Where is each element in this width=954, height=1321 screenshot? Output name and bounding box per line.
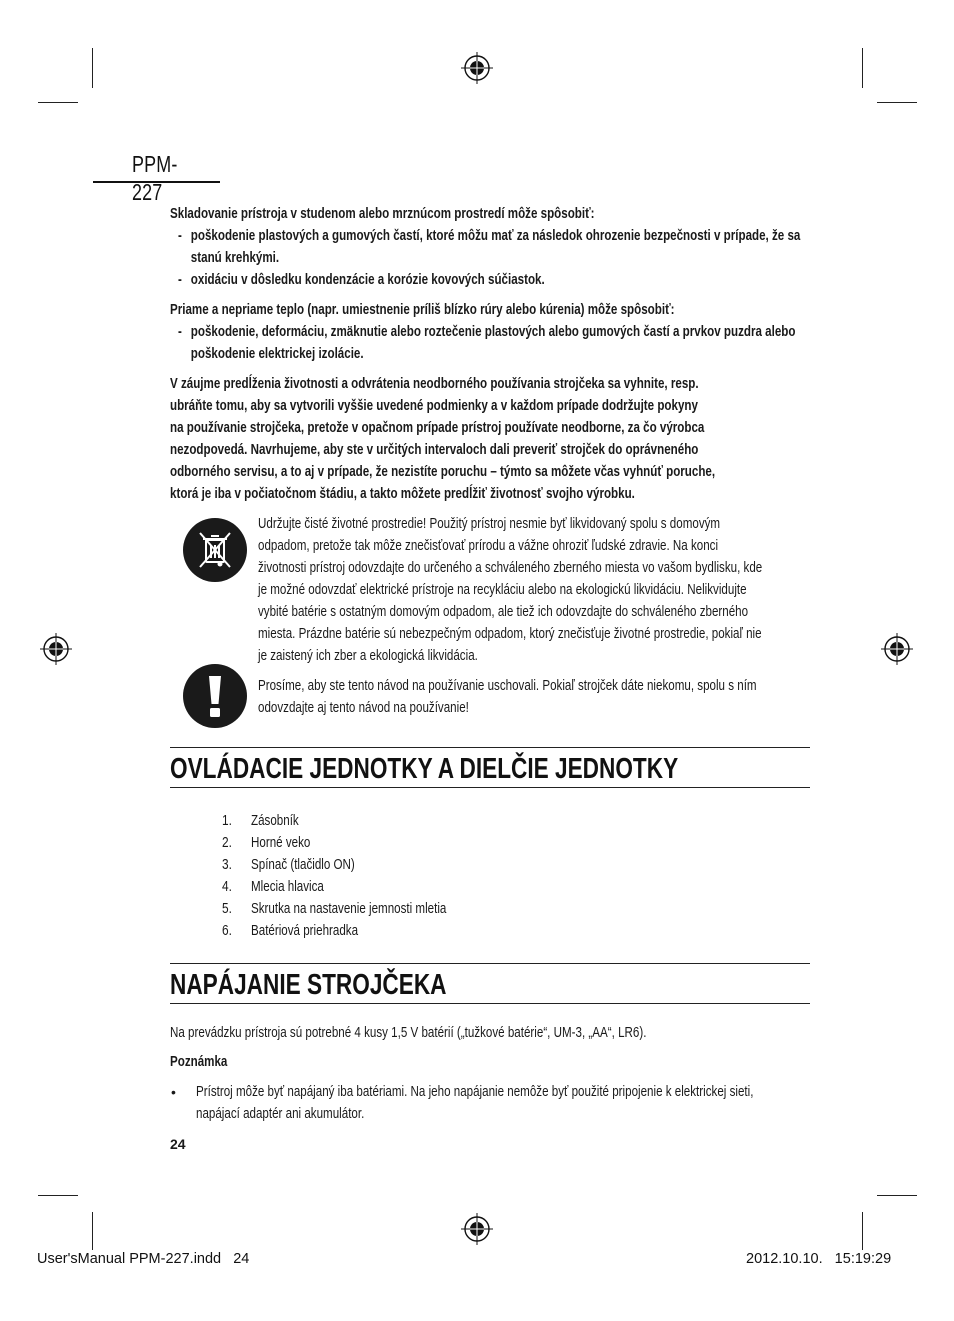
model-label: PPM-227 xyxy=(132,151,178,205)
lifetime-line: na používanie strojčeka, pretože v opačnom prípade prístroj používate neodborne, za čo výrobca xyxy=(170,420,705,436)
note-line: Prístroj môže byť napájaný iba batériami. Na jeho napájanie nemôže byť použité pripojenie k elektrickej sieti, xyxy=(196,1084,754,1100)
recycle-line: životnosti prístroj odovzdajte do určeného a schváleného zberného miesta vo vašom bydlisku, kde xyxy=(258,560,763,576)
part-label: Spínač (tlačidlo ON) xyxy=(251,857,355,873)
controls-heading xyxy=(170,747,810,788)
registration-mark-icon xyxy=(39,632,73,666)
heat-section xyxy=(170,299,810,365)
power-heading xyxy=(170,963,810,1004)
lifetime-line: odborného servisu, a to aj v prípade, že nezistíte poruchu – týmto sa môžete včas vyhnúť poruche, xyxy=(170,464,716,480)
recycle-paragraph xyxy=(258,513,954,667)
recycle-line: miesta. Prázdne batérie sú nebezpečným odpadom, ktorý znečisťuje životné prostredie, pokiaľ nie xyxy=(258,626,762,642)
list-item: - oxidáciu v dôsledku kondenzácie a korózie kovových súčiastok. xyxy=(178,272,545,288)
crop-mark xyxy=(38,1195,78,1196)
note-label-text: Poznámka xyxy=(170,1054,228,1070)
power-heading-text: NAPÁJANIE STROJČEKA xyxy=(170,969,447,1001)
exclamation-icon xyxy=(183,664,247,728)
footer-date: 2012.10.10. 15:19:29 xyxy=(746,1251,892,1267)
crop-mark xyxy=(877,102,917,103)
crop-mark xyxy=(877,1195,917,1196)
lifetime-paragraph xyxy=(170,373,810,505)
crop-mark xyxy=(92,48,93,88)
footer-file: User'sManual PPM-227.indd 24 xyxy=(37,1251,250,1267)
note-paragraph xyxy=(196,1081,954,1125)
power-line: Na prevádzku prístroja sú potrebné 4 kusy 1,5 V batérií („tužkové batérie“, UM-3, „AA“, LR6). xyxy=(170,1025,647,1041)
storage-item-1: poškodenie plastových a gumových častí, ktoré môžu mať za následok ohrozenie bezpečnosti v prípade, že sa stanú krehkými. xyxy=(190,228,801,266)
recycle-line: je možné odovzdať elektrické prístroje na recykláciu alebo na ekologickú likvidáciu. Nelikvidujte xyxy=(258,582,747,598)
part-label: Batériová priehradka xyxy=(251,923,359,939)
recycle-line: vybité batérie s ostatným domovým odpadom, ale tiež ich odovzdajte do schváleného zberného xyxy=(258,604,749,620)
crop-mark xyxy=(38,102,78,103)
list-item: - poškodenie plastových a gumových častí, ktoré môžu mať za následok ohrozenie bezpečnosti v prípade, že sa stanú krehkými. xyxy=(170,225,810,269)
note-bullet: • xyxy=(171,1084,176,1100)
storage-section xyxy=(170,203,810,291)
keep-paragraph xyxy=(258,675,954,719)
heat-intro: Priame a nepriame teplo (napr. umiestnenie príliš blízko rúry alebo kúrenia) môže spôsobiť: xyxy=(170,302,675,318)
part-label: Horné veko xyxy=(251,835,311,851)
part-label: Skrutka na nastavenie jemnosti mletia xyxy=(251,901,447,917)
recycle-line: Udržujte čisté životné prostredie! Použitý prístroj nesmie byť likvidovaný spolu s domovým xyxy=(258,516,721,532)
lifetime-line: V záujme predĺženia životnosti a odvrátenia neodborného používania strojčeka sa vyhnite, resp. xyxy=(170,376,699,392)
crop-mark xyxy=(862,1212,863,1250)
list-item: - poškodenie, deformáciu, zmäknutie alebo roztečenie plastových alebo gumových častí a prvkov puzdra alebo poškodenie elektrickej izolácie. xyxy=(170,321,810,365)
lifetime-line: ktorá je iba v počiatočnom štádiu, a takto môžete predĺžiť životnosť svojho výrobku. xyxy=(170,486,635,502)
keep-line: Prosíme, aby ste tento návod na používanie uschovali. Pokiaľ strojček dáte niekomu, spolu s ním xyxy=(258,678,757,694)
registration-mark-icon xyxy=(460,1212,494,1246)
storage-item-2: oxidáciu v dôsledku kondenzácie a korózie kovových súčiastok. xyxy=(190,272,545,288)
storage-intro: Skladovanie prístroja v studenom alebo mrznúcom prostredí môže spôsobiť: xyxy=(170,206,595,222)
page-number: 24 xyxy=(170,1136,186,1152)
part-label: Mlecia hlavica xyxy=(251,879,324,895)
heat-item-1: poškodenie, deformáciu, zmäknutie alebo roztečenie plastových alebo gumových častí a prvkov puzdra alebo poškodenie elektrickej izolácie. xyxy=(190,324,796,362)
part-label: Zásobník xyxy=(251,813,299,829)
note-label xyxy=(170,1051,810,1073)
lifetime-line: nezodpovedá. Navrhujeme, aby ste v určitých intervaloch dali preveriť strojček do oprávneného xyxy=(170,442,699,458)
keep-line: odovzdajte aj tento návod na používanie! xyxy=(258,700,469,716)
crossed-bin-icon xyxy=(183,518,247,582)
recycle-line: je zaistený ich zber a ekologická likvidácia. xyxy=(258,648,478,664)
power-text xyxy=(170,1022,810,1044)
recycle-line: odpadom, pretože tak môže znečisťovať prírodu a vážne ohroziť ľudské zdravie. Na konci xyxy=(258,538,719,554)
lifetime-line: ubráňte tomu, aby sa vytvorili vyššie uvedené podmienky a v každom prípade dodržujte pokyny xyxy=(170,398,698,414)
model-header xyxy=(93,150,220,205)
note-line: napájací adaptér ani akumulátor. xyxy=(196,1106,365,1122)
registration-mark-icon xyxy=(460,51,494,85)
crop-mark xyxy=(92,1212,93,1250)
crop-mark xyxy=(862,48,863,88)
controls-heading-text: OVLÁDACIE JEDNOTKY A DIELČIE JEDNOTKY xyxy=(170,753,679,785)
